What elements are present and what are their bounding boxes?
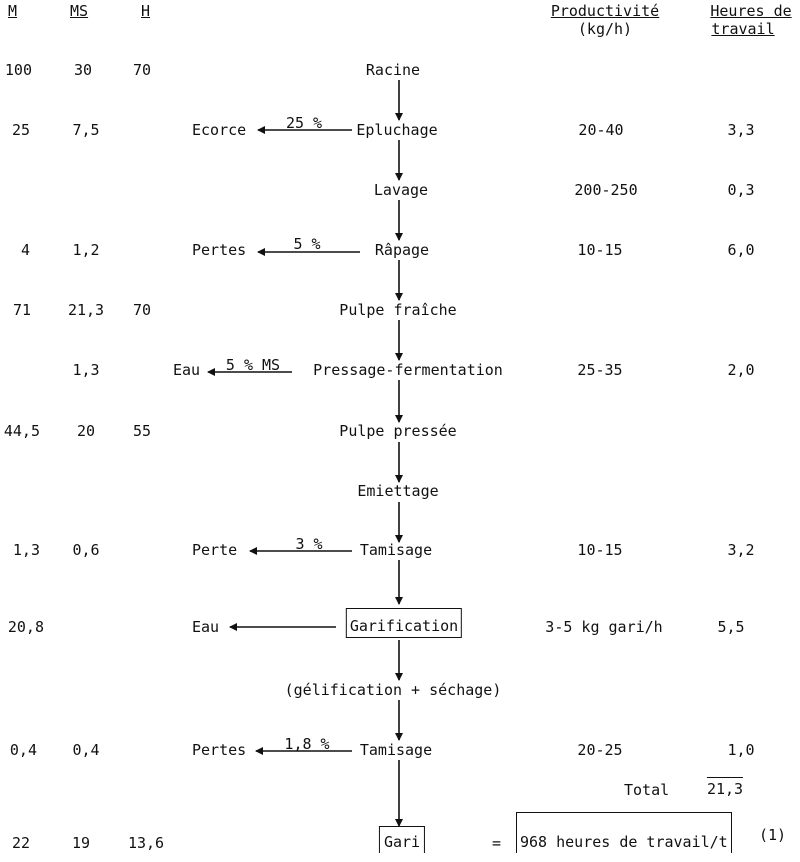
hours-value: 2,0 <box>727 361 755 379</box>
ms-value: 0,4 <box>72 741 100 759</box>
productivity-value: 25-35 <box>577 361 623 379</box>
garification-box <box>346 608 462 638</box>
side-percent: 25 % <box>285 114 323 132</box>
hours-value: 6,0 <box>727 241 755 259</box>
h-value: 70 <box>132 61 152 79</box>
final-label: Gari <box>379 826 425 853</box>
ms-value: 7,5 <box>72 121 100 139</box>
m-value: 20,8 <box>7 618 44 636</box>
m-value: 1,3 <box>12 541 40 559</box>
step-note: (gélification + séchage) <box>284 681 502 699</box>
step-label: Tamisage <box>359 741 433 759</box>
header-h: H <box>141 2 151 20</box>
side-percent: 1,8 % <box>284 735 330 753</box>
header-heures: Heures de <box>710 2 792 20</box>
hours-value: 5,5 <box>717 618 745 636</box>
side-output: Ecorce <box>192 121 247 139</box>
h-value: 70 <box>132 301 152 319</box>
m-value: 4 <box>20 241 30 259</box>
step-label: Pulpe fraîche <box>339 301 457 319</box>
side-output: Pertes <box>192 741 247 759</box>
m-value: 25 <box>11 121 30 139</box>
total-label: Total <box>624 781 670 799</box>
hours-value: 3,3 <box>727 121 755 139</box>
gari-box <box>379 826 425 853</box>
step-label: Garification <box>346 608 462 638</box>
step-label: Emiettage <box>357 482 439 500</box>
step-label: Râpage <box>374 241 430 259</box>
side-percent: 3 % <box>295 535 323 553</box>
side-output: Eau <box>173 361 201 379</box>
productivity-value: 10-15 <box>577 541 623 559</box>
ms-value: 1,3 <box>72 361 100 379</box>
step-label: Pulpe pressée <box>339 422 457 440</box>
header-ms: MS <box>70 2 89 20</box>
ms-value: 19 <box>71 834 91 852</box>
productivity-value: 3-5 kg gari/h <box>545 618 663 636</box>
header-travail: travail <box>711 20 775 38</box>
h-value: 55 <box>132 422 152 440</box>
productivity-value: 10-15 <box>577 241 623 259</box>
side-output: Pertes <box>192 241 247 259</box>
ms-value: 0,6 <box>72 541 100 559</box>
step-label: Tamisage <box>359 541 433 559</box>
productivity-value: 20-25 <box>577 741 623 759</box>
side-percent: 5 % <box>293 235 321 253</box>
productivity-value: 200-250 <box>574 181 638 199</box>
step-label: Racine <box>365 61 421 79</box>
m-value: 71 <box>12 301 31 319</box>
side-output: Perte <box>192 541 238 559</box>
ms-value: 1,2 <box>72 241 100 259</box>
side-output: Eau <box>192 618 220 636</box>
header-productivite-unit: (kg/h) <box>577 20 633 38</box>
m-value: 44,5 <box>3 422 40 440</box>
m-value: 100 <box>4 61 32 79</box>
final-result: 968 heures de travail/t <box>516 812 732 853</box>
step-label: Pressage-fermentation <box>313 361 503 379</box>
header-productivite: Productivité <box>550 2 660 20</box>
result-box <box>516 812 732 853</box>
hours-value: 1,0 <box>727 741 755 759</box>
equals-sign: = <box>492 834 502 852</box>
ms-value: 21,3 <box>67 301 105 319</box>
header-m: M <box>8 2 18 20</box>
hours-value: 3,2 <box>727 541 755 559</box>
step-label: Epluchage <box>356 121 438 139</box>
h-value: 13,6 <box>127 834 165 852</box>
ms-value: 20 <box>76 422 96 440</box>
m-value: 0,4 <box>9 741 37 759</box>
side-percent: 5 % MS <box>225 356 281 374</box>
m-value: 22 <box>11 834 30 852</box>
step-label: Lavage <box>373 181 429 199</box>
productivity-value: 20-40 <box>578 121 624 139</box>
hours-value: 0,3 <box>727 181 755 199</box>
ms-value: 30 <box>73 61 93 79</box>
total-value: 21,3 <box>707 777 743 798</box>
footnote-ref: (1) <box>759 826 787 844</box>
